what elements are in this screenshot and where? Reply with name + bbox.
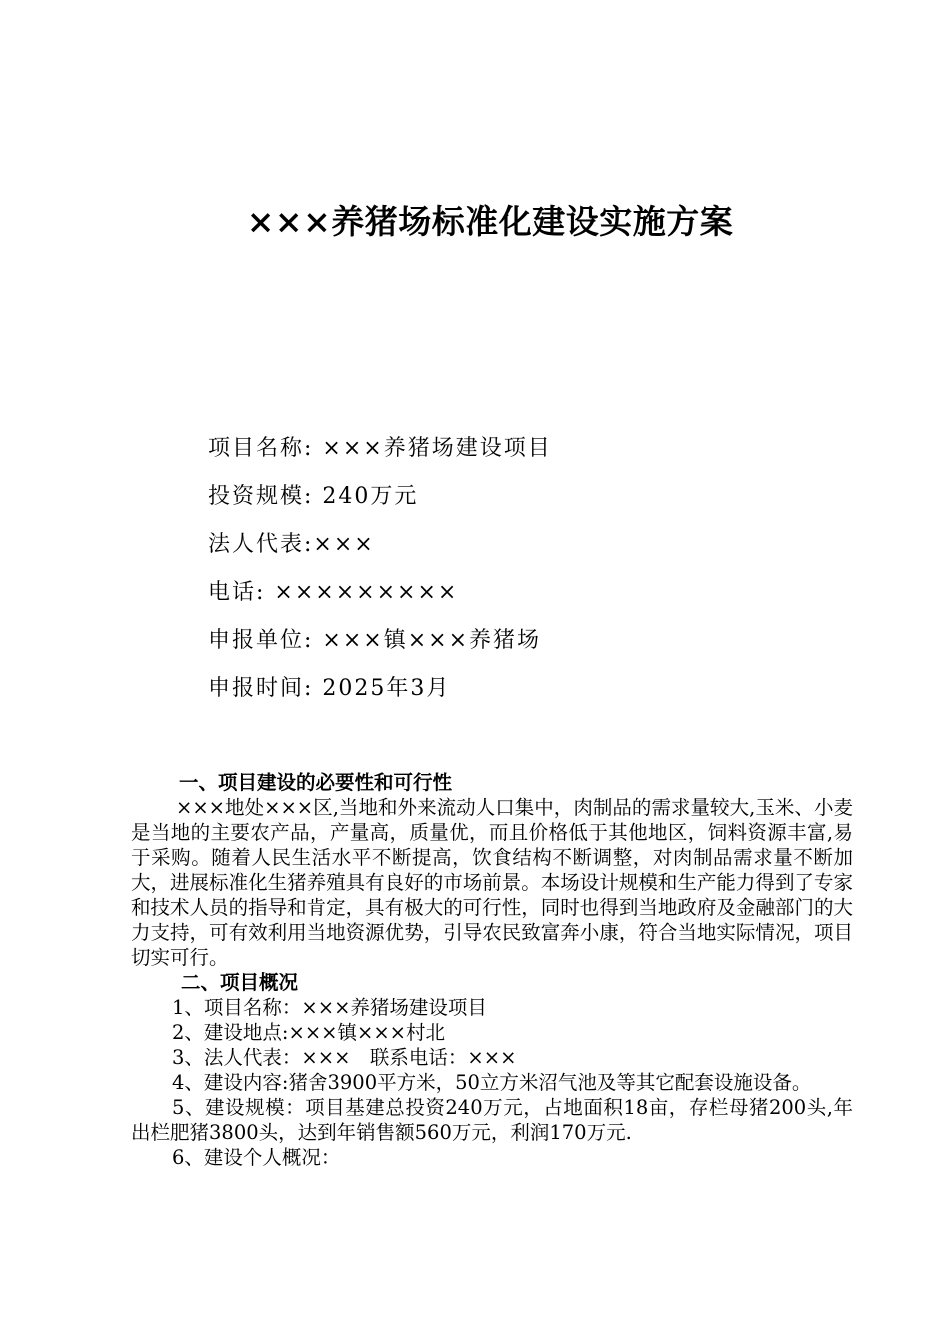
cover-phone: 电话: ××××××××× [208,580,459,605]
overview-item: 1、项目名称：×××养猪场建设项目 [172,996,487,1019]
overview-item: 5、建设规模：项目基建总投资240万元，占地面积18亩，存栏母猪200头,年出栏肥猪3800头，达到年销售额560万元，利润170万元. [131,1096,853,1144]
cover-applicant: 申报单位: ×××镇×××养猪场 [208,628,542,653]
overview-item: 2、建设地点:×××镇×××村北 [172,1021,446,1044]
cover-legal-rep: 法人代表:××× [208,532,375,557]
document-body [131,770,853,1170]
cover-date: 申报时间: 2025年3月 [208,676,451,701]
overview-item: 4、建设内容:猪舍3900平方米，50立方米沼气池及等其它配套设施设备。 [172,1071,812,1094]
overview-item: 6、建设个人概况： [172,1146,341,1169]
cover-info-list [208,428,552,716]
cover-project-name: 项目名称: ×××养猪场建设项目 [208,436,552,461]
overview-item: 3、法人代表：××× 联系电话：××× [172,1046,517,1069]
document-title: ×××养猪场标准化建设实施方案 [246,202,734,241]
cover-investment: 投资规模: 240万元 [208,484,419,509]
section-heading-necessity: 一、项目建设的必要性和可行性 [179,771,453,794]
section-heading-overview: 二、项目概况 [181,971,299,994]
section-paragraph-necessity: ×××地处×××区,当地和外来流动人口集中，肉制品的需求量较大,玉米、小麦是当地的主要农产品，产量高，质量优，而且价格低于其他地区，饲料资源丰富,易于采购。随着人民生活水平不断提高，饮食结构不断调整，对肉制品需求量不断加大，进展标准化生猪养殖具有良好的市场前景。本场设计规模和生产能力得到了专家和技术人员的指导和肯定，具有极大的可行性，同时也得到当地政府及金融部门的大力支持，可有效利用当地资源优势，引导农民致富奔小康，符合当地实际情况，项目切实可行。 [131,796,853,969]
